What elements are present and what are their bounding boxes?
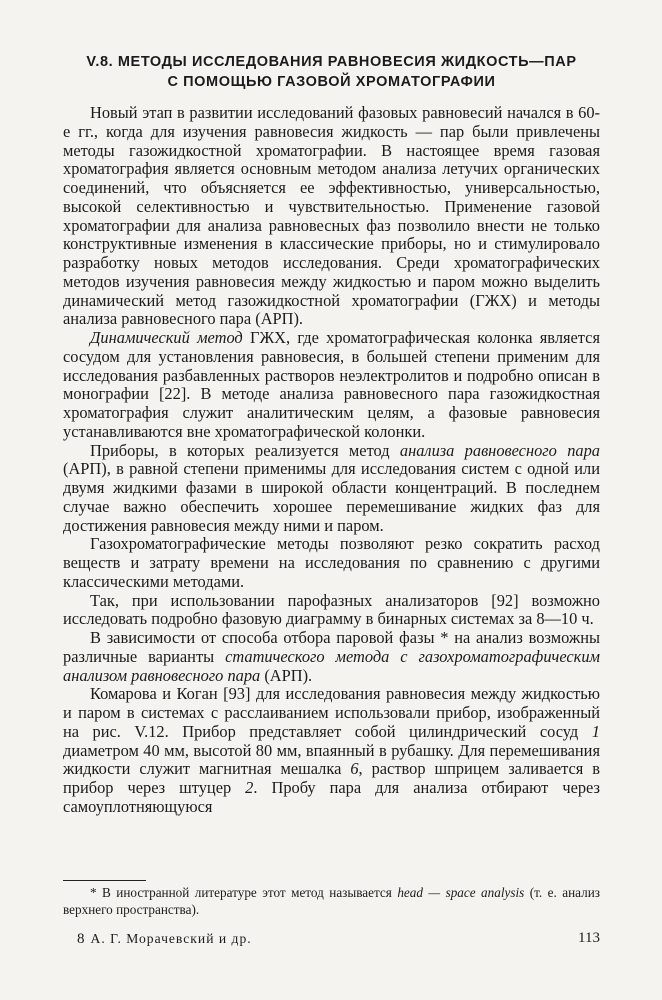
italic-term: анализа равновесного пара [399,440,600,460]
paragraph-3-text: (АРП), в равной степени применимы для исследования систем с одной или двумя жидкими фазами в широкой области концентраций. В последнем случае важно обеспечить хорошее перемешивание жидких фаз для достижения равновесия между ними и паром. [63,459,600,535]
page-number: 113 [578,930,600,946]
signature-author: А. Г. Морачевский и др. [90,931,252,946]
footnote [63,884,600,918]
section-heading [63,52,600,92]
part-number: 1 [591,721,600,741]
paragraph-6-text: (АРП). [260,665,313,685]
paragraph-2-text: ГЖХ, где хроматографическая колонка является сосудом для установления равновесия, в большей степени применим для исследования разбавленных растворов неэлектролитов и подробно описан в монографии [22]. В методе анализа равновесного пара газожидкостная хроматография служит аналитическим целям, а фазовые равновесия устанавливаются вне хроматографической колонки. [63,328,600,441]
footnote-divider [63,880,146,881]
paragraph-7-end: . Пробу пара для анализа отбирают через самоуплотняющуюся [63,778,600,816]
book-page [63,0,600,1000]
paragraph-1: Новый этап в развитии исследований фазовых равновесий начался в 60-е гг., когда для изучения равновесия жидкость — пар были привлечены методы газожидкостной хроматографии. В настоящее время газовая хроматография является основным методом анализа летучих органических соединений, что объясняется ее эффективностью, универсальностью, высокой селективностью и чувствительностью. Применение газовой хроматографии для анализа равновесных фаз позволило внести не только конструктивные изменения в классические приборы, но и стимулировало разработку новых методов исследования. Среди хроматографических методов изучения равновесия между жидкостью и паром можно выделить динамический метод газожидкостной хроматографии (ГЖХ) и методы анализа равновесного пара (АРП). [63,103,600,329]
footnote-end: (т. е. анализ верхнего пространства). [63,885,600,917]
body-text [63,104,600,817]
footnote-italic-term: head — space analysis [397,885,525,900]
section-heading-line-2: С ПОМОЩЬЮ ГАЗОВОЙ ХРОМАТОГРАФИИ [167,74,496,90]
paragraph-7-mid-2: , раствор шприцем заливается в прибор через штуцер [63,759,601,797]
paragraph-5: Так, при использовании парофазных анализаторов [92] возможно исследовать подробно фазовую диаграмму в бинарных системах за 8—10 ч. [63,590,600,629]
paragraph-4: Газохроматографические методы позволяют резко сократить расход веществ и затрату времени на исследования по сравнению с другими классическими методами. [63,534,600,591]
part-number: 6 [350,759,359,779]
paragraph-7-start: Комарова и Коган [93] для исследования равновесия между жидкостью и паром в системах с расслаиванием использовали прибор, изображенный на рис. V.12. Прибор представляет собой цилиндрический сосуд [63,684,600,741]
paragraph-7 [63,685,600,816]
paragraph-2 [63,329,600,442]
paragraph-6-start: В зависимости от способа отбора паровой фазы * на анализ возможны различные варианты [63,628,600,666]
paragraph-3-start: Приборы, в которых реализуется метод [90,440,400,460]
paragraph-3 [63,442,600,536]
section-heading-line-1: V.8. МЕТОДЫ ИССЛЕДОВАНИЯ РАВНОВЕСИЯ ЖИДКОСТЬ—ПАР [86,54,577,70]
italic-term: статического метода с газохроматографическим анализом равновесного пара [63,646,600,685]
footnote-start: * В иностранной литературе этот метод называется [90,885,398,900]
paragraph-7-mid-1: диаметром 40 мм, высотой 80 мм, впаянный в рубашку. Для перемешивания жидкости служит магнитная мешалка [63,740,600,779]
printer-signature [77,931,252,948]
italic-term: Динамический метод [90,328,243,347]
signature-mark: 8 [77,931,85,947]
part-number: 2 [245,778,254,797]
paragraph-6 [63,629,600,685]
